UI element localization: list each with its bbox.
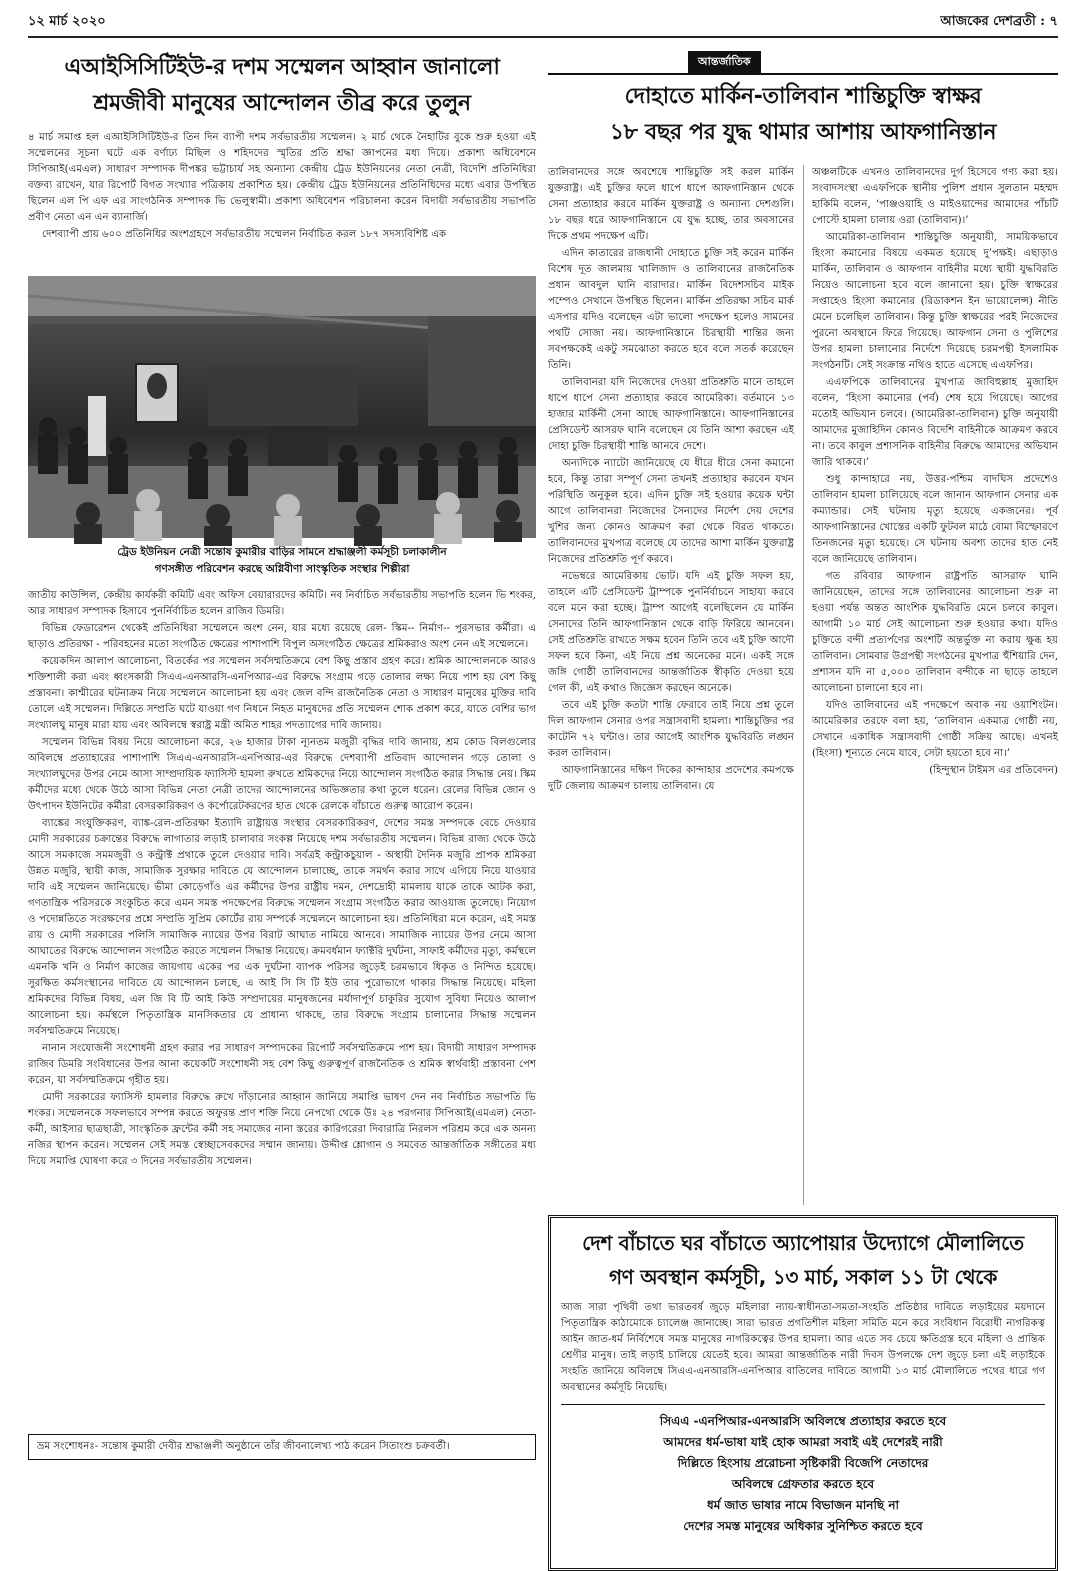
lead-article [28,50,536,1460]
event-photo [28,276,536,538]
paper-name-page: আজকের দেশব্রতী : ৭ [940,14,1058,29]
paragraph: জাতীয় কাউন্সিল, কেন্দ্রীয় কার্যকরী কমিটি এবং অফিস বেয়ারারদের কমিটি। নব নির্বাচিত সর্বভারতীয় সভাপতি হলেন ভি শংকর, আর সাধারণ সম্পাদক হিসাবে পুনর্নির্বাচিত হলেন রাজিব ডিমরি। [28,590,536,617]
photo-caption [28,544,536,578]
lead-headline-line-1: এআইসিসিটিইউ-র দশম সম্মেলন আহ্বান জানালো [64,55,500,80]
lead-headline [28,50,536,122]
world-headline-line-1: দোহাতে মার্কিন-তালিবান শান্তিচুক্তি স্বাক্ষর [624,84,982,109]
paragraph: অন্যদিকে ন্যাটো জানিয়েছে যে ধীরে ধীরে সেনা কমানো হবে, কিন্তু তারা সম্পূর্ণ সেনা তখনই প্রত্যাহার করবেন যখন পরিস্থিতি অনুকূল হবে। এদিন চুক্তি সই হওয়ার কয়েক ঘন্টা আগে তালিবানরা নিজেদের সৈন্যদের নির্দেশ দেয় দেশের খুশির জন্য কোনও আক্রমণ করা থেকে বিরত থাকতে। তালিবানদের মুখপাত্র বলেছে যে তাদের আশা মার্কিন যুক্তরাষ্ট্র নিজেদের প্রতিশ্রুতি পূর্ণ করবে। [548,458,794,565]
world-column-1 [548,165,794,1205]
lead-headline-line-2: শ্রমজীবী মানুষের আন্দোলন তীব্র করে তুলুন [93,91,471,116]
paragraph: মোদী সরকারের ফ্যাসিস্ট হামলার বিরুদ্ধে রুখে দাঁড়ানোর আহ্বান জানিয়ে সমাপ্তি ভাষণ দেন নব নির্বাচিত সভাপতি ভি শংকর। সম্মেলনকে সফলভাবে সম্পন্ন করতে অফুরন্ত প্রাণ শক্তি নিয়ে নেপথ্যে থেকে উঃ ২৪ পরগনার সিপিআই(এমএল) নেতা-কর্মী, আইসার ছাত্রছাত্রী, সাংস্কৃতিক ফ্রন্টের কর্মী সহ সমাজের নানা স্তরের কারিগরেরা দিবারাত্রি নিরলস পরিশ্রম করে এক অনন্য নজির স্থাপন করেন। সম্মেলন সেই সমস্ত স্বেচ্ছাসেবকদের সম্মান জানায়। উদ্দীপ্ত শ্লোগান ও সমবেত আন্তর্জাতিক সঙ্গীতের মধ্য দিয়ে সমাপ্তি ঘোষণা করে ৩ দিনের সর্বভারতীয় সম্মেলন। [28,1092,536,1167]
issue-date: ১২ মার্চ ২০২০ [28,14,106,29]
slogan: দেশের সমস্ত মানুষের অধিকার সুনিশ্চিত করতে হবে [683,1519,923,1533]
lead-intro-text [28,130,536,272]
paragraph: আফগানিস্তানের দক্ষিণ দিকের কান্দাহার প্রদেশের কমপক্ষে দুটি জেলায় আক্রমণ চালায় তালিবান। যে [548,765,794,792]
page-header [28,14,1058,38]
paragraph: আমেরিকা-তালিবান শান্তিচুক্তি অনুযায়ী, সাময়িকভাবে হিংসা কমানোর বিষয়ে একমত হয়েছে দু’পক্ষই। এছাড়াও মার্কিন, তালিবান ও আফগান বাহিনীর মধ্যে স্থায়ী যুদ্ধবিরতি নিয়েও আলোচনা হবে বলে জানানো হয়। চুক্তি স্বাক্ষরের সপ্তাহেও হিংসা কমানোর (রিডাকশন ইন ভায়োলেন্স) নীতি মেনে চলেছিল তালিবান। কিন্তু চুক্তি স্বাক্ষরের পরই নিজেদের পুরনো অবস্থানে ফিরে গিয়েছে। আফগান সেনা ও পুলিশের উপর হামলা চালানোর নির্দেশে দিয়েছে চরমপন্থী ইসলামিক সংগঠনটি। সেই সংক্রান্ত নথিও হাতে এসেছে এএফপির। [812,232,1058,371]
paragraph: ৪ মার্চ সমাপ্ত হল এআইসিসিটিইউ-র তিন দিন ব্যাপী দশম সর্বভারতীয় সম্মেলন। ২ মার্চ থেকে নৈহাটির বুকে শুরু হওয়া এই সম্মেলনের সূচনা ঘটে এক বর্ণাঢ্য মিছিল ও শহিদদের স্মৃতির প্রতি শ্রদ্ধা জ্ঞাপনের মধ্য দিয়ে। প্রকাশ্য অধিবেশনে সিপিআই(এমএল) সাধারণ সম্পাদক দীপঙ্কর ভট্টাচার্য সহ অন্যান্য কেন্দ্রীয় ট্রেড ইউনিয়নের নেতা নেত্রী, বিদেশি প্রতিনিধিরা বক্তব্য রাখেন, যার রিপোর্ট বিগত সংখ্যার পত্রিকায় প্রকাশিত হয়। কেন্দ্রীয় ট্রেড ইউনিয়নের প্রতিনিধিদের মধ্যে এবার উপস্থিত ছিলেন এল পি এফ এর সাংগঠনিক সম্পাদক ভি ভেলুস্বামী। প্রকাশ্য অধিবেশন পরিচালনা করেন বিদায়ী সর্বভারতীয় সভাপতি প্রবীণ নেতা এন এন ব্যানার্জি। [28,132,536,223]
slogan-list [561,1404,1045,1537]
event-notice-box [548,1215,1058,1571]
paragraph: আজ সারা পৃথিবী তথা ভারতবর্ষ জুড়ে মহিলারা ন্যায়-স্বাধীনতা-সমতা-সংহতি প্রতিষ্ঠার দাবিতে লড়াইয়ের ময়দানে পিতৃতান্ত্রিক কাঠামোকে চ্যালেঞ্জ জানাচ্ছে। সারা ভারত প্রগতিশীল মহিলা সমিতি মনে করে সংবিধান বিরোধী নাগরিকত্ব আইন জাত-ধর্ম নির্বিশেষে সমস্ত মানুষের নাগরিকত্বের উপর হামলা। আর এতে সব চেয়ে ক্ষতিগ্রস্ত হবে মহিলা ও প্রান্তিক শ্রেণীর মানুষ। তাই লড়াই চালিয়ে যেতেই হবে। আমরা আন্তর্জাতিক নারী দিবস উপলক্ষে দেশ জুড়ে চলা এই লড়াইকে সংহতি জানিয়ে অবিলম্বে সিএএ-এনআরসি-এনপিআর বাতিলের দাবিতে আগামী ১৩ মার্চ মৌলালিতে পথের ধারে গণ অবস্থানের কর্মসূচি নিয়েছি। [561,1302,1045,1393]
paragraph: তালিবানদের সঙ্গে অবশেষে শান্তিচুক্তি সই করল মার্কিন যুক্তরাষ্ট্র। এই চুক্তির ফলে ধাপে ধাপে আফগানিস্তান থেকে সেনা প্রত্যাহার করবে মার্কিন যুক্তরাষ্ট্র ও অন্যান্য দেশগুলি। ১৮ বছর ধরে আফগানিস্তানে যে যুদ্ধ হচ্ছে, তার অবসানের দিকে প্রথম পদক্ষেপ এটি। [548,167,794,242]
correction-note: ভ্রম সংশোধনঃ- সন্তোষ কুমারী দেবীর শ্রদ্ধাঞ্জলী অনুষ্ঠানে তাঁর জীবনালেখ্য পাঠ করেন সিতাংশু চক্রবর্তী। [28,1434,536,1460]
paragraph: নানান সংযোজনী সংশোধনী গ্রহণ করার পর সাধারণ সম্পাদকের রিপোর্ট সর্বসম্মতিক্রমে পাশ হয়। বিদায়ী সাধারণ সম্পাদক রাজিব ডিমরি সংবিধানের উপর আনা কয়েকটি সংশোধনী সহ বেশ কিছু গুরুত্বপূর্ণ রাজনৈতিক ও শ্রমিক স্বার্থবাহী প্রস্তাবনা পেশ করেন, যা সর্বসম্মতিক্রমে গৃহীত হয়। [28,1043,536,1086]
notice-text [561,1300,1045,1396]
caption-line-1: ট্রেড ইউনিয়ন নেত্রী সন্তোষ কুমারীর বাড়ির সামনে শ্রদ্ধাঞ্জলী কর্মসূচী চলাকালীন [117,546,447,558]
paragraph: কয়েকদিন আলাপ আলোচনা, বিতর্কের পর সম্মেলন সর্বসম্মতিক্রমে বেশ কিছু প্রস্তাব গ্রহণ করে। শ্রমিক আন্দোলনকে আরও শক্তিশালী করা এবং ধ্বংসকারী সিএএ-এনআরসি-এনপিআর-এর বিরুদ্ধে সংগ্রাম গড়ে তোলার লক্ষ্য নিয়ে পাশ হয় বেশ কিছু প্রস্তাবনা। কাশ্মীরের ঘটনাক্রম নিয়ে সম্মেলনে আলোচনা হয় এবং জেল বন্দি রাজনৈতিক নেতা ও সাধারণ মানুষের মুক্তির দাবি তোলে এই সম্মেলন। দিল্লিতে সম্প্রতি ঘটে যাওয়া গণ নিধনে নিহত মানুষদের প্রতি সম্মেলন শোক প্রকাশ করে, যাতে বেশির ভাগ সংখ্যালঘু মানুষ মারা যায় এবং অবিলম্বে স্বরাষ্ট্র মন্ত্রী অমিত শাহর পদত্যাগের দাবি জানায়। [28,656,536,731]
world-columns [548,165,1058,1205]
paragraph: তবে এই চুক্তি কতটা শান্তি ফেরাবে তাই নিয়ে প্রশ্ন তুলে দিল আফগান সেনার ওপর সন্ত্রাসবাদী হামলা। শান্তিচুক্তির পর কাটেনি ৭২ ঘন্টাও। তার আগেই আংশিক যুদ্ধবিরতি লঙ্ঘন করল তালিবান। [548,700,794,759]
notice-headline-line-2: গণ অবস্থান কর্মসূচী, ১৩ মার্চ, সকাল ১১ টা থেকে [608,1265,998,1289]
paragraph: ব্যাঙ্কের সংযুক্তিকরণ, ব্যাঙ্ক-রেল-প্রতিরক্ষা ইত্যাদি রাষ্ট্রায়ত্ত সংস্থার বেসরকারিকরণ, দেশের সমস্ত সম্পদকে বেচে দেওয়ার মোদী সরকারের চক্রান্তের বিরুদ্ধে লাগাতার লড়াই চালাবার সংকল্প নিয়েছে দশম সর্বভারতীয় সম্মেলন। বিভিন্ন রাজ্য থেকে উঠে আসে সমকাজে সমমজুরী ও কন্ট্রাক্ট প্রথাকে তুলে দেওয়ার দাবি। সর্বত্রই কন্ট্রাকচুয়াল - অস্থায়ী দৈনিক মজুরি প্রাপক শ্রমিকরা উন্নত মজুরি, স্থায়ী কাজ, সামাজিক সুরক্ষার দাবিতে যে আন্দোলন চালাচ্ছে, তাকে সমর্থন করার সাথে এগিয়ে নিয়ে যাওয়ার দাবি এই সম্মেলন জানিয়েছে। ভীমা কোড়েগাঁও এর কর্মীদের উপর রাষ্ট্রীয় দমন, দেশদ্রোহী মামলায় যাকে তাকে আটক করা, গণতান্ত্রিক পরিসরকে সংকুচিত করে এমন সমস্ত পদক্ষেপের বিরুদ্ধে সম্মেলন সংগ্রাম সংগঠিত করার আওয়াজ তুলেছে। নিয়োগ ও পদোন্নতিতে সংরক্ষণের প্রশ্নে সম্প্রতি সুপ্রিম কোর্টের রায় সম্পর্কে সম্মেলনে আলোচনা হয়। প্রতিনিধিরা মনে করেন, এই সমস্ত রায় ও মোদী সরকারের পলিসি সামাজিক ন্যায়ের উপর বিরাট আঘাত নামিয়ে আনবে। সামাজিক ন্যায়ের উপর নেমে আসা আঘাতের বিরুদ্ধে আন্দোলন সংগঠিত করতে সম্মেলন সিদ্ধান্ত নিয়েছে। ক্রমবর্ধমান ফ্যাক্টরি দুর্ঘটনা, সাফাই কর্মীদের মৃত্যু, কর্মস্থলে এমনকি খনি ও নির্মাণ কাজের জায়গায় একের পর এক দুর্ঘটনা ব্যাপক পরিসর জুড়েই চরমভাবে ধিকৃত ও নিন্দিত হয়েছে। সুরক্ষিত কর্মসংস্থানের দাবিতে যে আন্দোলন চলছে, এ আই সি সি টি ইউ তার পুরোভাগে থাকার সিদ্ধান্ত নিয়েছে। মহিলা শ্রমিকদের বিভিন্ন বিষয়, এল জি বি টি আই কিউ সম্প্রদায়ের মানুষজনের মর্যাদাপূর্ণ চাকুরির সুযোগ সুবিধা নিয়েও আলাপ আলোচনা হয়। কর্মস্থলে পিতৃতান্ত্রিক মানসিকতার যে প্রাধান্য থাকছে, তার বিরুদ্ধে সংগ্রাম চালানোর সিদ্ধান্ত সম্মেলন সর্বসম্মতিক্রমে নিয়েছে। [28,818,536,1037]
slogan: আমদের ধর্ম-ভাষা যাই হোক আমরা সবাই এই দেশেরই নারী [663,1435,943,1449]
paragraph: তালিবানরা যদি নিজেদের দেওয়া প্রতিশ্রুতি মানে তাহলে ধাপে ধাপে সেনা প্রত্যাহার করবে আমেরিকা। বর্তমানে ১৩ হাজার মার্কিনী সেনা আছে আফগানিস্তানে। আফগানিস্তানের প্রেসিডেন্ট আসরফ ঘানি বলেছেন যে তিনি আশা করছেন এই দোহা চুক্তি চিরস্থায়ী শান্তি আনবে দেশে। [548,377,794,452]
notice-headline [561,1226,1045,1294]
slogan: দিল্লিতে হিংসায় প্ররোচনা সৃষ্টিকারী বিজেপি নেতাদের [677,1456,929,1470]
caption-line-2: গণসঙ্গীত পরিবেশন করছে অগ্নিবীণা সাংস্কৃতিক সংস্থার শিল্পীরা [154,563,410,575]
photo-illustration [28,276,536,538]
slogan: ধর্ম জাত ভাষার নামে বিভাজন মানছি না [706,1498,899,1512]
section-rule [548,73,1058,75]
world-column-2 [812,165,1058,1205]
world-headline-line-2: ১৮ বছর পর যুদ্ধ থামার আশায় আফগানিস্তান [609,120,997,145]
slogan: সিএএ -এনপিআর-এনআরসি অবিলম্বে প্রত্যাহার করতে হবে [659,1414,947,1428]
notice-headline-line-1: দেশ বাঁচাতে ঘর বাঁচাতে অ্যাপোয়ার উদ্যোগে মৌলালিতে [582,1231,1024,1255]
paragraph: দেশব্যাপী প্রায় ৬০০ প্রতিনিধির অংশগ্রহণে সর্বভারতীয় সম্মেলন নির্বাচিত করল ১৮৭ সদস্যবিশিষ্ট এক [42,229,447,240]
world-headline [548,79,1058,151]
paragraph: শুধু কান্দাহারে নয়, উত্তর-পশ্চিম বাদঘিস প্রদেশেও তালিবান হামলা চালিয়েছে বলে জানান আফগান সেনার এক কম্যান্ডার। সেই ঘটনায় মৃত্যু হয়েছে একজনের। পূর্ব আফগানিস্তানের খোস্তের একটি ফুটবল মাঠে বোমা বিস্ফোরণে তিনজনের মৃত্যু হয়েছে। সে ঘটনায় অবশ্য তাদের হাত নেই বলে জানিয়েছে তালিবান। [812,474,1058,565]
paragraph: গত রবিবার আফগান রাষ্ট্রপতি আসরাফ ঘানি জানিয়েছেন, তাদের সঙ্গে তালিবানের আলোচনা শুরু না হওয়া পর্যন্ত অন্তত আংশিক যুদ্ধবিরতি মেনে চলবে কাবুল। আগামী ১০ মার্চ সেই আলোচনা শুরু হওয়ার কথা। যদিও চুক্তিতে বন্দী প্রত্যর্পণের অংশটি অন্তর্ভুক্ত না করায় ক্ষুব্ধ হয় তালিবান। সোমবার উগ্রপন্থী সংগঠনের মুখপাত্র হুঁশিয়ারি দেন, প্রশাসন যদি না ৫,০০০ তালিবান বন্দীকে না ছাড়ে তাহলে আলোচনা চালানো হবে না। [812,571,1058,694]
paragraph: যদিও তালিবানের এই পদক্ষেপে অবাক নয় ওয়াশিংটন। আমেরিকার তরফে বলা হয়, ‘তালিবান একমাত্র গোষ্ঠী নয়, সেখানে একাধিক সন্ত্রাসবাদী গোষ্ঠী সক্রিয় আছে। এখনই (হিংসা) শূন্যতে নেমে যাবে, সেটা হয়তো হবে না।’ [812,700,1058,759]
paragraph: এএফপিকে তালিবানের মুখপাত্র জাবিহুল্লাহ মুজাহিদ বলেন, ‘হিংসা কমানোর (পর্ব) শেষ হয়ে গিয়েছে। আগের মতোই অভিযান চলবে। (আমেরিকা-তালিবান) চুক্তি অনুযায়ী আমাদের মুজাহিদিন কোনও বিদেশি বাহিনীকে আক্রমণ করবে না। তবে কাবুল প্রশাসনিক বাহিনীর বিরুদ্ধে আমাদের অভিযান জারি থাকবে।’ [812,377,1058,468]
slogan: অবিলম্বে গ্রেফতার করতে হবে [731,1477,875,1491]
lead-body-text [28,588,536,1426]
paragraph: সম্মেলন বিভিন্ন বিষয় নিয়ে আলোচনা করে, ২৬ হাজার টাকা ন্যূনতম মজুরী বৃদ্ধির দাবি জানায়, শ্রম কোড বিলগুলোর অবিলম্বে প্রত্যাহারের পাশাপাশি সিএএ-এনআরসি-এনপিআর-এর বিরুদ্ধে দেশব্যাপী প্রতিবাদ আন্দোলন গড়ে তোলা ও সংখ্যালঘুদের উপর নেমে আসা সাম্প্রদায়িক ফ্যাসিস্ট হামলা রুখতে শ্রমিকদের নিয়ে আন্দোলন সংগঠিত করার সিদ্ধান্ত নেয়। স্কিম কর্মীদের মধ্যে থেকে উঠে আসা বিভিন্ন নেতা নেত্রী তাদের আন্দোলনের অভিজ্ঞতার কথা তুলে ধরেন। রেলের বিভিন্ন জোন ও উৎপাদন ইউনিটের কর্মীরা বেসরকারিকরণ ও কর্পোরেটকরণের হাত থেকে রেলকে বাঁচাতে গুরুত্ব আরোপ করেন। [28,737,536,812]
source-credit: (হিন্দুস্থান টাইমস এর প্রতিবেদন) [929,765,1058,776]
column-divider [803,165,804,1205]
paragraph: এদিন কাতারের রাজধানী দোহাতে চুক্তি সই করেন মার্কিন বিশেষ দূত জালমায় খালিজাদ ও তালিবানের রাজনৈতিক প্রধান আবদুল ঘানি বারাদার। মার্কিন বিদেশসচিব মাইক পম্পেও সেখানে উপস্থিত ছিলেন। মার্কিন প্রতিরক্ষা সচিব মার্ক এসপার যদিও বলেছেন এটা ভালো পদক্ষেপ হলেও সামনের পথটি সোজা নয়। আফগানিস্তানে চিরস্থায়ী শান্তির জন্য সবপক্ষকেই একটু সমঝোতা করতে হবে বলে সতর্ক করেছেন তিনি। [548,248,794,371]
paragraph: নভেম্বরে আমেরিকায় ভোট। যদি এই চুক্তি সফল হয়, তাহলে এটি প্রেসিডেন্ট ট্রাম্পকে পুনর্নির্বাচনে সাহায্য করবে বলে মনে করা হচ্ছে। ট্রাম্প আগেই বলেছিলেন যে মার্কিন সেনাদের তিনি আফগানিস্তান থেকে বাড়ি ফিরিয়ে আনবেন। সেই প্রতিশ্রুতি রাখতে সক্ষম হবেন তিনি তবে এই চুক্তি আদৌ সফল হবে কিনা, এই নিয়ে প্রশ্ন অনেকের মনে। একই সঙ্গে জঙ্গি গোষ্ঠী তালিবানদের আন্তর্জাতিক স্বীকৃতি দেওয়া হয়ে গেল কী, এই কথাও জিজ্ঞেস করছেন অনেকে। [548,571,794,694]
international-article [548,50,1058,1571]
section-tag: আন্তর্জাতিক [688,51,761,74]
paragraph: অঞ্চলটিকে এখনও তালিবানদের দুর্গ হিসেবে গণ্য করা হয়। সংবাদসংস্থা এএফপিকে স্থানীয় পুলিশ প্রধান সুলতান মহম্মদ হাকিমি বলেন, ‘পাঞ্জওয়াহি ও মাইওয়ান্দের আমাদের পাঁচটি পোস্টে হামলা চালায় ওরা (তালিবান)।’ [812,167,1058,226]
paragraph: বিভিন্ন ফেডারেশন থেকেই প্রতিনিধিরা সম্মেলনে অংশ নেন, যার মধ্যে রয়েছে রেল- স্কিম-- নির্মাণ-- পুরসভার কর্মীরা। এ ছাড়াও প্রতিরক্ষা - পরিবহনের মতো সংগঠিত ক্ষেত্রের পাশাপাশি বিপুল অসংগঠিত ক্ষেত্রের শ্রমিকরাও অংশ নেন এই সম্মেলনে। [28,623,536,650]
